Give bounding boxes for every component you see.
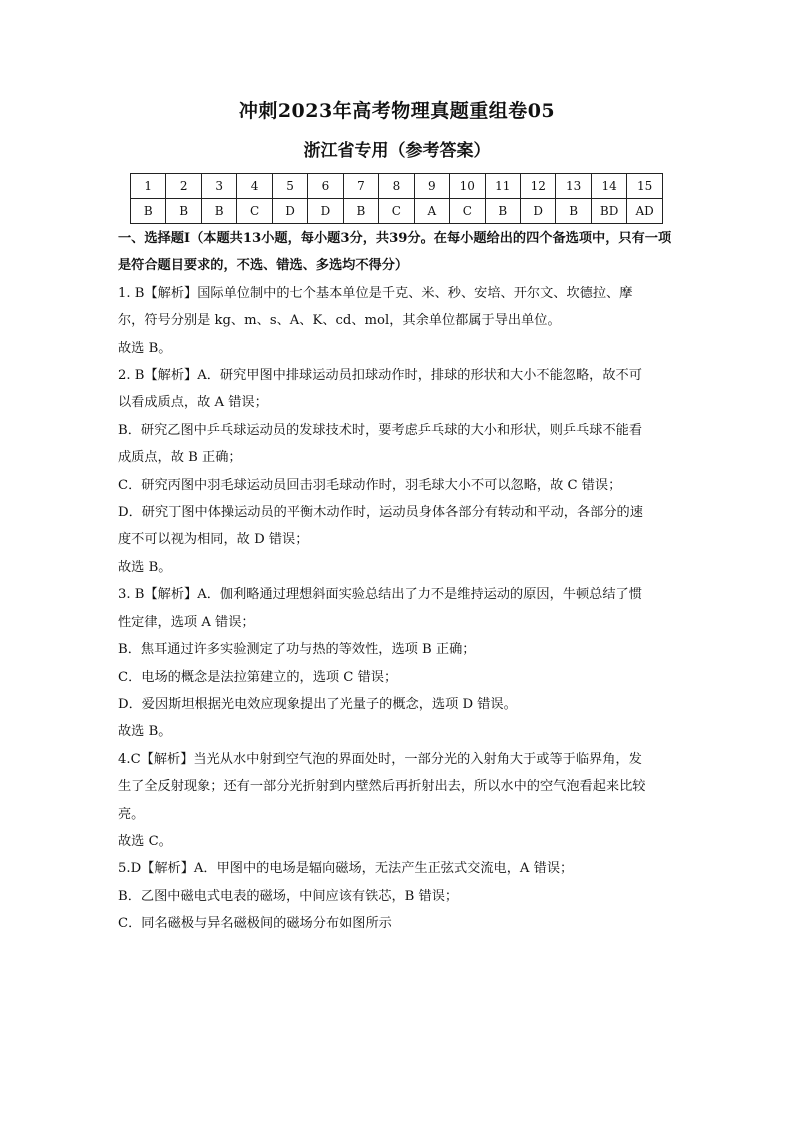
answer-cell: B xyxy=(556,199,591,224)
explanation-line: 成质点，故 B 正确； xyxy=(118,450,242,466)
answer-cell: BD xyxy=(591,199,626,224)
question-number-cell: 11 xyxy=(485,174,520,199)
answer-table-number-row xyxy=(131,174,663,199)
answer-cell: D xyxy=(308,199,343,224)
question-number-cell: 3 xyxy=(201,174,236,199)
question-number-cell: 7 xyxy=(343,174,378,199)
answer-cell: B xyxy=(166,199,201,224)
explanation-line: D．爱因斯坦根据光电效应现象提出了光量子的概念，选项 D 错误。 xyxy=(118,696,517,712)
answer-cell: C xyxy=(237,199,272,224)
explanation-line: 故选 B。 xyxy=(118,724,172,740)
answer-cell: AD xyxy=(627,199,663,224)
question-number-cell: 12 xyxy=(520,174,555,199)
question-number-cell: 9 xyxy=(414,174,449,199)
explanation-line: C．同名磁极与异名磁极间的磁场分布如图所示 xyxy=(118,916,392,932)
question-number-cell: 13 xyxy=(556,174,591,199)
answer-cell: C xyxy=(379,199,414,224)
explanation-line: 2. B【解析】A．研究甲图中排球运动员扣球动作时，排球的形状和大小不能忽略，故不可 xyxy=(118,368,642,384)
question-number-cell: 5 xyxy=(272,174,307,199)
explanation-line: B．乙图中磁电式电表的磁场，中间应该有铁芯，B 错误； xyxy=(118,888,459,904)
question-number-cell: 2 xyxy=(166,174,201,199)
answer-cell: A xyxy=(414,199,449,224)
explanation-line: B．研究乙图中乒乓球运动员的发球技术时，要考虑乒乓球的大小和形状，则乒乓球不能看 xyxy=(118,422,642,438)
explanation-line: 3. B【解析】A．伽利略通过理想斜面实验总结出了力不是维持运动的原因，牛顿总结了惯 xyxy=(118,587,642,603)
question-number-cell: 1 xyxy=(131,174,166,199)
answer-table-answer-row xyxy=(131,199,663,224)
answer-cell: B xyxy=(485,199,520,224)
question-number-cell: 6 xyxy=(308,174,343,199)
explanation-line: 故选 C。 xyxy=(118,833,172,849)
explanation-line: 性定律，选项 A 错误； xyxy=(118,614,255,630)
explanation-line: 生了全反射现象；还有一部分光折射到内壁然后再折射出去，所以水中的空气泡看起来比较 xyxy=(118,779,646,795)
explanation-line: C．研究丙图中羽毛球运动员回击羽毛球动作时，羽毛球大小不可以忽略，故 C 错误； xyxy=(118,477,622,493)
answer-cell: B xyxy=(343,199,378,224)
explanation-line: 1. B【解析】国际单位制中的七个基本单位是千克、米、秒、安培、开尔文、坎德拉、摩 xyxy=(118,285,633,301)
answer-table xyxy=(130,173,663,224)
explanation-line: 故选 B。 xyxy=(118,340,172,356)
explanation-line: 4.C【解析】当光从水中射到空气泡的界面处时，一部分光的入射角大于或等于临界角，发 xyxy=(118,751,642,767)
section-heading: 一、选择题Ⅰ（本题共13小题，每小题3分，共39分。在每小题给出的四个备选项中，只有一项是符合题目要求的，不选、错选、多选均不得分） xyxy=(118,231,672,274)
page-subtitle: 浙江省专用（参考答案） xyxy=(303,141,491,161)
answer-explanations xyxy=(118,225,678,938)
explanation-line: 以看成质点，故 A 错误； xyxy=(118,395,268,411)
explanation-line: C．电场的概念是法拉第建立的，选项 C 错误； xyxy=(118,669,398,685)
explanation-line: 故选 B。 xyxy=(118,559,172,575)
question-number-cell: 10 xyxy=(450,174,485,199)
explanation-line: 度不可以视为相同，故 D 错误； xyxy=(118,532,309,548)
question-number-cell: 8 xyxy=(379,174,414,199)
explanation-line: 亮。 xyxy=(118,806,145,822)
explanation-line: 5.D【解析】A．甲图中的电场是辐向磁场，无法产生正弦式交流电，A 错误； xyxy=(118,861,574,877)
page-title: 冲刺2023年高考物理真题重组卷05 xyxy=(238,100,556,122)
explanation-line: D．研究丁图中体操运动员的平衡木动作时，运动员身体各部分有转动和平动，各部分的速 xyxy=(118,505,643,521)
answer-cell: D xyxy=(520,199,555,224)
question-number-cell: 14 xyxy=(591,174,626,199)
question-number-cell: 4 xyxy=(237,174,272,199)
answer-cell: B xyxy=(131,199,166,224)
explanation-line: 尔，符号分别是 kg、m、s、A、K、cd、mol，其余单位都属于导出单位。 xyxy=(118,313,561,329)
answer-cell: B xyxy=(201,199,236,224)
question-number-cell: 15 xyxy=(627,174,663,199)
answer-cell: D xyxy=(272,199,307,224)
explanation-line: B．焦耳通过许多实验测定了功与热的等效性，选项 B 正确； xyxy=(118,642,476,658)
answer-cell: C xyxy=(450,199,485,224)
